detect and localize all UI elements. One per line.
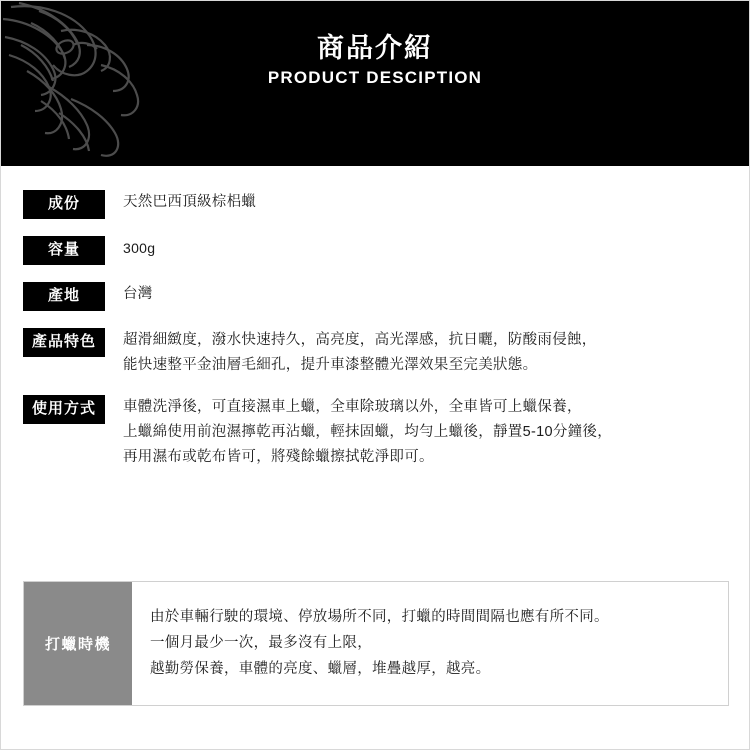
spec-row (1, 190, 749, 219)
spec-label-usage: 使用方式 (23, 395, 105, 424)
note-line: 一個月最少一次，最多沒有上限， (150, 635, 372, 651)
spec-line: 300g (123, 240, 156, 256)
spec-label-capacity: 容量 (23, 236, 105, 265)
note-body (132, 582, 728, 705)
spec-row (1, 236, 749, 265)
spec-row (1, 328, 749, 378)
spec-row (1, 282, 749, 311)
note-label: 打蠟時機 (44, 636, 111, 653)
spec-label-origin: 產地 (23, 282, 105, 311)
waxing-timing-note (23, 581, 729, 706)
spec-value-features (123, 328, 749, 378)
spec-label-features: 產品特色 (23, 328, 105, 357)
spec-line: 能快速整平金油層毛細孔，提升車漆整體光澤效果至完美狀態。 (123, 357, 538, 373)
spec-row (1, 395, 749, 470)
spec-value-origin (123, 282, 749, 307)
spec-list (1, 166, 749, 470)
note-line: 由於車輛行駛的環境、停放場所不同，打蠟的時間間隔也應有所不同。 (150, 609, 609, 625)
spec-value-ingredient (123, 190, 749, 215)
header-title-block (1, 31, 749, 89)
spec-line: 上蠟綿使用前泡濕擰乾再沾蠟，輕抹固蠟，均勻上蠟後，靜置5-10分鐘後， (123, 424, 613, 440)
page-title-cn: 商品介紹 (317, 33, 433, 63)
spec-value-usage (123, 395, 749, 470)
page-title-en: PRODUCT DESCIPTION (267, 68, 483, 87)
spec-line: 天然巴西頂級棕梠蠟 (123, 194, 257, 210)
spec-value-capacity (123, 236, 749, 261)
spec-line: 再用濕布或乾布皆可，將殘餘蠟擦拭乾淨即可。 (123, 449, 434, 465)
spec-line: 超滑細緻度，潑水快速持久，高亮度，高光澤感，抗日曬，防酸雨侵蝕， (123, 332, 597, 348)
note-label-cell (24, 582, 132, 705)
spec-label-ingredient: 成份 (23, 190, 105, 219)
spec-line: 台灣 (123, 286, 153, 302)
note-line: 越勤勞保養，車體的亮度、蠟層，堆疊越厚，越亮。 (150, 661, 491, 677)
page-header (1, 1, 749, 166)
spec-line: 車體洗淨後，可直接濕車上蠟，全車除玻璃以外，全車皆可上蠟保養， (123, 399, 582, 415)
